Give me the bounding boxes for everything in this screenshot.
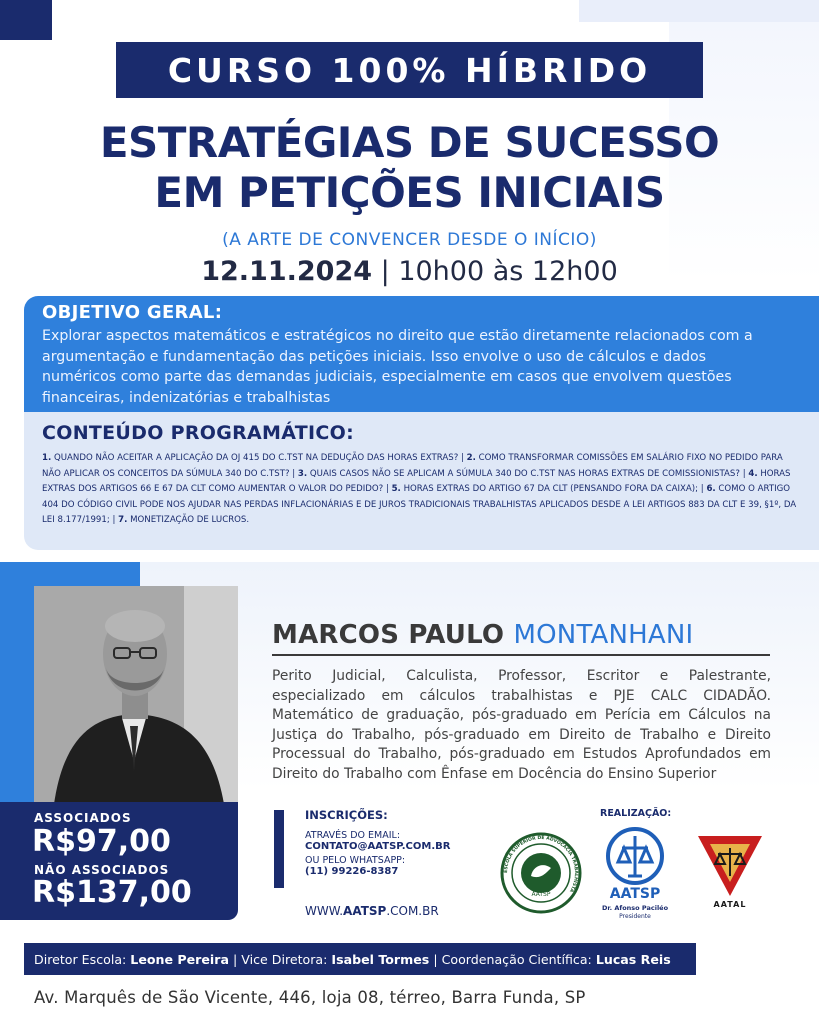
whatsapp-intro: OU PELO WHATSAPP:	[305, 855, 406, 866]
registration-email[interactable]: CONTATO@AATSP.COM.BR	[305, 841, 451, 852]
program-item-separator: |	[112, 515, 116, 525]
website-suffix: .COM.BR	[386, 904, 439, 918]
program-item-number: 4.	[748, 468, 758, 479]
program-item-separator: |	[700, 484, 704, 494]
registration-accent-bar	[274, 810, 284, 888]
footer-separator-2: |	[433, 951, 438, 967]
program-item-number: 7.	[118, 515, 128, 525]
event-address: Av. Marquês de São Vicente, 446, loja 08, térreo, Barra Funda, SP	[34, 988, 586, 1007]
coordinator-label: Coordenação Científica:	[441, 951, 592, 967]
objective-text: Explorar aspectos matemáticos e estratégicos no direito que estão diretamente relacionados com a argumentação e fundamentação das petições iniciais. Isso envolve o uso de cálculos e dados numéricos como parte das demandas judiciais, especialmente em casos que envolvem questões financeiras, indenizatórias e trabalhistas	[42, 328, 753, 406]
course-title-line-2: EM PETIÇÕES INICIAIS	[154, 168, 665, 217]
non-members-price: R$137,00	[32, 875, 192, 910]
aatal-logo-text: AATAL	[713, 900, 747, 909]
objective-heading: OBJETIVO GERAL:	[42, 302, 223, 323]
program-item-text: QUANDO NÃO ACEITAR A APLICAÇÃO DA OJ 415 DO C.TST NA DEDUÇÃO DAS HORAS EXTRAS?	[53, 453, 459, 463]
date-separator: |	[380, 256, 390, 287]
program-item-separator: |	[292, 468, 296, 479]
speaker-name	[272, 620, 693, 650]
speaker-photo	[34, 586, 238, 804]
members-price: R$97,00	[32, 824, 171, 859]
speaker-last-name: MONTANHANI	[513, 620, 694, 650]
staff-footer-bar	[24, 943, 696, 975]
course-title-line-1: ESTRATÉGIAS DE SUCESSO	[99, 118, 720, 167]
aatal-logo-icon	[694, 830, 766, 902]
corner-decoration	[0, 0, 52, 40]
non-members-label: NÃO ASSOCIADOS	[34, 863, 170, 877]
program-item-text: COMO O ARTIGO 404 DO CÓDIGO CIVIL PODE NOS AJUDAR NAS PERDAS INFLACIONÁRIAS E DE JUROS TRADICIONAIS TRABALHISTAS APLICADOS DESDE A LEI ARTIGOS 883 DA CLT E 39, §1º, DA LEI 8.177/1991;	[42, 484, 797, 525]
program-item-number: 5.	[391, 484, 401, 494]
program-list	[42, 451, 802, 529]
aatsp-president-role: Presidente	[619, 913, 651, 920]
course-subtitle: (A ARTE DE CONVENCER DESDE O INÍCIO)	[222, 230, 597, 250]
program-item-text: COMO TRANSFORMAR COMISSÕES EM SALÁRIO FIXO NO PEDIDO PARA NÃO APLICAR OS CONCEITOS DA SÚMULA 340 DO C.TST?	[42, 453, 783, 479]
program-item-number: 6.	[706, 484, 716, 494]
registration-heading: INSCRIÇÕES:	[305, 808, 388, 822]
program-item-text: QUAIS CASOS NÃO SE APLICAM A SÚMULA 340 DO C.TST NAS HORAS EXTRAS DE COMISSIONISTAS?	[309, 468, 740, 479]
speaker-portrait-illustration	[34, 586, 238, 804]
program-item	[42, 453, 458, 463]
director-name: Leone Pereira	[130, 951, 229, 967]
program-item-separator: |	[385, 484, 389, 494]
email-intro: ATRAVÉS DO EMAIL:	[305, 830, 401, 841]
program-item-number: 2.	[466, 453, 476, 463]
date-time-line	[0, 256, 819, 287]
footer-separator-1: |	[232, 951, 238, 967]
registration-whatsapp[interactable]: (11) 99226-8387	[305, 866, 399, 877]
vice-director-label: Vice Diretora:	[241, 951, 328, 967]
speaker-bio: Perito Judicial, Calculista, Professor, Escritor e Palestrante, especializado em cálculos trabalhistas e PJE CALC CIDADÃO. Matemático de graduação, pós-graduado em Perícia em Cálculos na Justiça do Trabalho, pós-graduado em Direito de Trabalho e Direito Processual do Trabalho, pós-graduado em Estudos Aprofundados em Direito do Trabalho com Ênfase em Docência do Ensino Superior	[272, 668, 771, 782]
aatsp-emblem-icon	[602, 826, 668, 886]
website-prefix: WWW.	[305, 904, 344, 918]
registration-info	[305, 808, 450, 877]
website-link[interactable]	[305, 904, 439, 918]
vice-director-name: Isabel Tormes	[331, 951, 430, 967]
program-item-number: 1.	[42, 453, 52, 463]
program-item	[392, 484, 698, 494]
program-item-separator: |	[461, 453, 464, 463]
pricing-box	[0, 802, 238, 920]
corner-decoration-right	[579, 0, 819, 22]
program-heading: CONTEÚDO PROGRAMÁTICO:	[42, 422, 355, 444]
program-item-text: HORAS EXTRAS DOS ARTIGOS 66 E 67 DA CLT COMO AUMENTAR O VALOR DO PEDIDO?	[42, 468, 791, 494]
program-item	[118, 515, 249, 525]
website-brand: AATSP	[343, 904, 387, 918]
program-item-text: MONETIZAÇÃO DE LUCROS.	[130, 515, 250, 525]
program-item	[298, 469, 740, 479]
course-time: 10h00 às 12h00	[398, 256, 618, 287]
members-label: ASSOCIADOS	[34, 811, 132, 825]
organizers-heading: REALIZAÇÃO:	[600, 808, 672, 819]
seal-ring-text: ESCOLA SUPERIOR DE ADVOCACIA TRABALHISTA	[503, 835, 579, 893]
program-item-text: HORAS EXTRAS DO ARTIGO 67 DA CLT (PENSANDO FORA DA CAIXA);	[403, 484, 699, 494]
aatsp-logo-text: AATSP	[609, 886, 661, 902]
course-badge: CURSO 100% HÍBRIDO	[116, 42, 703, 98]
speaker-name-divider	[272, 654, 770, 656]
director-label: Diretor Escola:	[34, 951, 127, 967]
speaker-first-name: MARCOS PAULO	[272, 620, 505, 650]
program-item-number: 3.	[297, 468, 308, 479]
school-seal-logo	[500, 832, 582, 914]
coordinator-name: Lucas Reis	[595, 951, 671, 967]
course-date: 12.11.2024	[201, 256, 373, 287]
seal-center-text: AATSP	[531, 891, 551, 898]
program-item-separator: |	[742, 468, 746, 479]
aatsp-president-name: Dr. Afonso Paciléo	[601, 904, 669, 912]
